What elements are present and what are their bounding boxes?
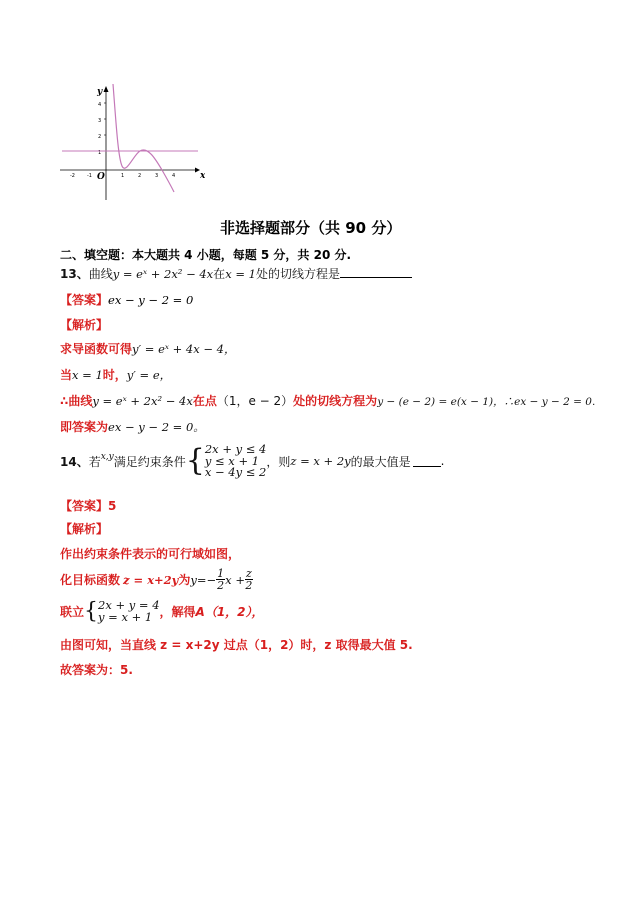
q14-line2-frac2 xyxy=(245,568,253,591)
q13-line2-expr: x = 1 xyxy=(72,368,103,382)
y-tick-label: 3 xyxy=(98,118,102,124)
q13-line3-expr2: y − (e − 2) = e(x − 1)，∴ex − y − 2 = 0. xyxy=(377,396,596,408)
q13-line1-expr: y′ = eˣ + 4x − 4， xyxy=(132,342,236,356)
q13-line3-point: （1，e − 2） xyxy=(216,394,294,408)
q14-line2-obj: z = x+2y xyxy=(123,572,179,587)
q14-objective: z = x + 2y xyxy=(290,454,351,469)
q14-constraint: y ≤ x + 1 xyxy=(204,453,260,468)
q14-line3-text-a: 联立 xyxy=(60,605,85,619)
q13-text-b: 在 xyxy=(213,267,226,281)
q13-line4-text: 即答案为 xyxy=(60,420,109,434)
x-tick-label: -2 xyxy=(70,173,75,179)
q14-line2-text-b: 为 xyxy=(178,573,191,587)
q14-number: 14、 xyxy=(60,454,89,469)
q13-line3-text-a: ∴曲线 xyxy=(60,394,93,408)
q14-line2-text: 化目标函数 xyxy=(60,573,121,587)
x-tick-label: -1 xyxy=(87,173,92,179)
answer-label: 【答案】 xyxy=(60,499,109,513)
q14-system-eq: 2x + y = 4 xyxy=(98,598,160,612)
q14-line2-frac1 xyxy=(216,568,225,591)
q14-analysis-line4: 由图可知，当直线 z = x+2y 过点（1，2）时，z 取得最大值 5. xyxy=(60,638,413,652)
q13-expr2: x = 1 xyxy=(225,267,256,281)
q14-text-e: . xyxy=(440,454,445,469)
q13-text-a: 曲线 xyxy=(88,267,113,281)
q14-text-d: 的最大值是 xyxy=(350,454,411,469)
q13-line2-text-a: 当 xyxy=(60,368,73,382)
q13-line4-expr: ex − y − 2 = 0。 xyxy=(108,420,205,434)
origin-label: O xyxy=(97,172,105,182)
y-tick-label: 1 xyxy=(98,150,102,156)
q13-line2-expr2: y′ = e， xyxy=(126,368,172,382)
q13-analysis-line3 xyxy=(60,392,595,409)
system-brace: { xyxy=(84,598,99,624)
q14-constraint-brace: { xyxy=(185,443,205,479)
part2-header: 二、填空题：本大题共 4 小题，每题 5 分，共 20 分. xyxy=(60,248,352,262)
q14-question xyxy=(60,444,445,479)
frac-numerator: z xyxy=(245,567,252,580)
y-tick-label: 2 xyxy=(98,134,102,140)
q14-analysis-label: 【解析】 xyxy=(60,522,109,536)
q13-answer-value: ex − y − 2 = 0 xyxy=(108,293,194,307)
q14-constraint: 2x + y ≤ 4 xyxy=(204,442,267,456)
section-title: 非选择题部分（共 90 分） xyxy=(220,219,402,237)
q14-blank xyxy=(413,455,441,467)
q14-line3-text-b: ，解得 xyxy=(159,605,196,619)
q13-analysis-line1 xyxy=(60,340,235,357)
q14-analysis-line5: 故答案为：5. xyxy=(60,663,133,677)
q14-answer-value: 5 xyxy=(108,499,117,513)
q14-text-c: ，则 xyxy=(266,454,291,469)
q14-system-eq: y = x + 1 xyxy=(98,609,153,624)
y-axis-arrow xyxy=(104,86,109,92)
q13-analysis-line2 xyxy=(60,366,171,383)
q13-analysis-label: 【解析】 xyxy=(60,318,109,332)
q13-line1-text: 求导函数可得 xyxy=(60,342,133,356)
q14-analysis-line3 xyxy=(60,600,264,623)
q14-constraints xyxy=(205,444,267,479)
x-tick-label: 2 xyxy=(138,173,142,179)
q13-analysis-line4 xyxy=(60,418,205,435)
q14-line2-mid: x + xyxy=(225,572,245,587)
q14-answer xyxy=(60,497,116,514)
frac-denominator: 2 xyxy=(217,579,225,592)
q13-expr: y = eˣ + 2x² − 4x xyxy=(112,267,214,281)
q13-line2-text-b: 时， xyxy=(102,368,127,382)
answer-label: 【答案】 xyxy=(60,293,109,307)
q13-text-c: 处的切线方程是 xyxy=(255,267,340,281)
x-axis-label: x xyxy=(200,171,205,181)
x-tick-label: 3 xyxy=(155,173,159,179)
y-tick-label: 4 xyxy=(98,102,102,108)
q13-line3-expr: y = eˣ + 2x² − 4x xyxy=(92,394,193,408)
q13-line3-text-c: 处的切线方程为 xyxy=(293,394,378,408)
q14-vars: x,y xyxy=(100,452,114,463)
q13-question xyxy=(60,265,412,282)
q13-answer xyxy=(60,291,193,308)
q14-text-b: 满足约束条件 xyxy=(113,454,186,469)
q14-line3-point: A（1，2）， xyxy=(195,605,264,619)
q14-system xyxy=(98,600,160,623)
q13-number: 13、 xyxy=(60,267,89,281)
x-tick-label: 4 xyxy=(172,173,176,179)
x-tick-label: 1 xyxy=(121,173,125,179)
q14-line2-lhs: y=− xyxy=(190,572,217,587)
frac-numerator: 1 xyxy=(217,567,225,580)
frac-denominator: 2 xyxy=(245,579,253,592)
q14-constraint: x − 4y ≤ 2 xyxy=(204,465,267,479)
q13-blank xyxy=(340,266,412,278)
function-graph xyxy=(60,82,205,202)
q14-analysis-line2 xyxy=(60,568,253,591)
y-axis-label: y xyxy=(97,87,103,97)
q14-analysis-line1: 作出约束条件表示的可行域如图， xyxy=(60,547,241,561)
q13-line3-text-b: 在点 xyxy=(192,394,217,408)
q14-text-a: 若 xyxy=(88,454,101,469)
